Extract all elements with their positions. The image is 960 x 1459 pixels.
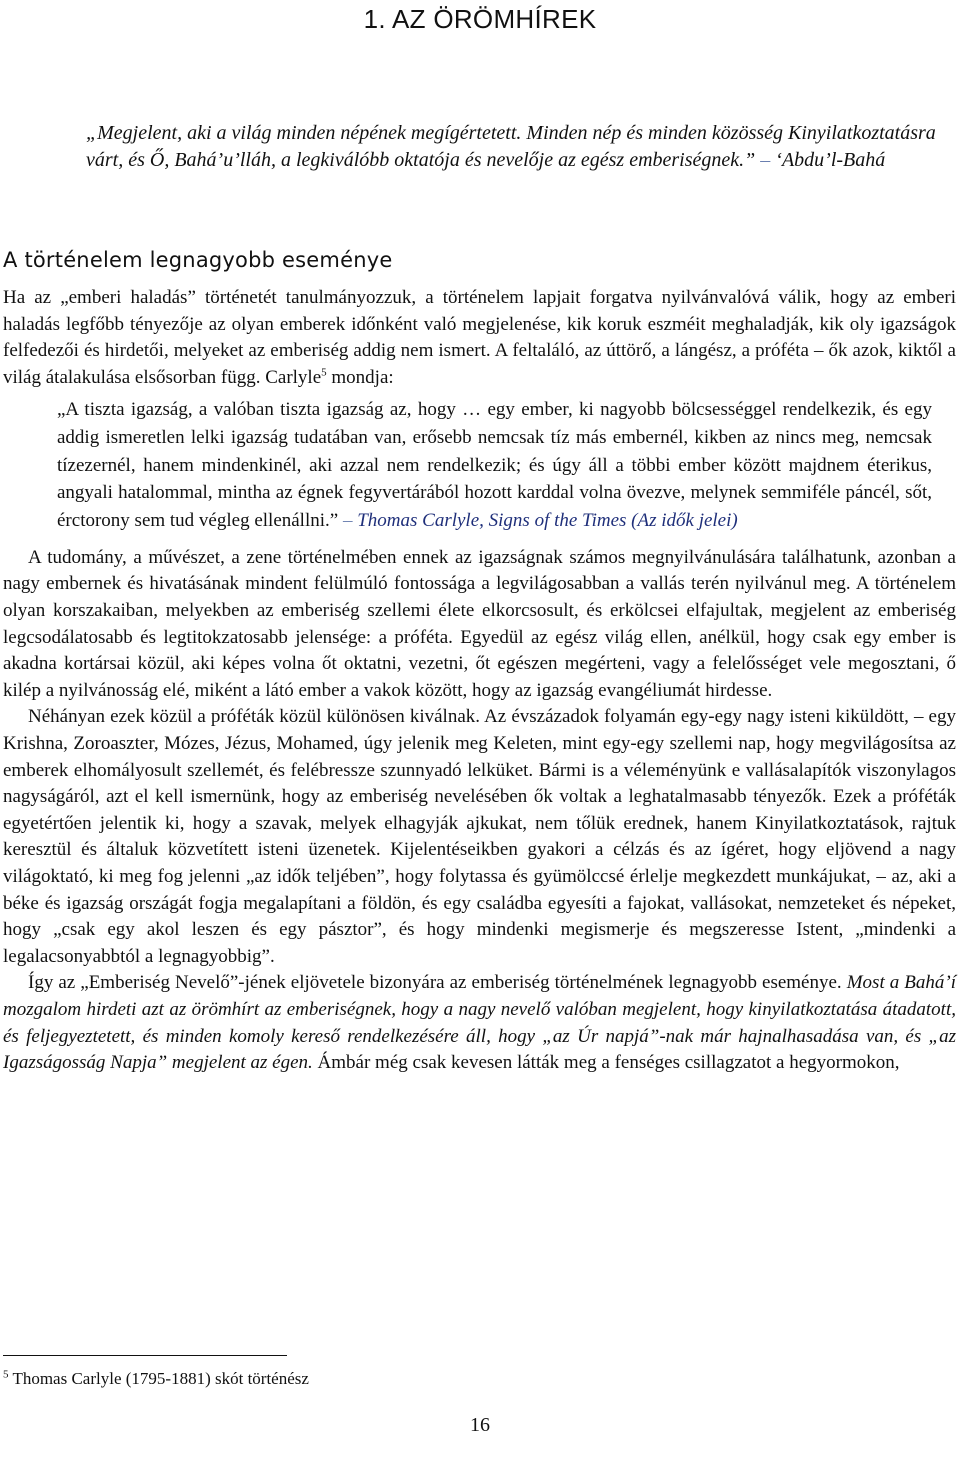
epigraph-author: ‘Abdu’l-Bahá bbox=[775, 149, 886, 171]
paragraph-4-start: Így az „Emberiség Nevelő”-jének eljövetele bizonyára az emberiség történelmének legnagyobb eseménye. bbox=[28, 972, 847, 994]
body-text bbox=[3, 285, 956, 1077]
paragraph-1 bbox=[3, 285, 956, 391]
section-heading: A történelem legnagyobb eseménye bbox=[3, 248, 393, 272]
block-quote bbox=[57, 391, 932, 535]
epigraph-text: „Megjelent, aki a világ minden népének megígértetett. Minden nép és minden közösség Kinyilatkoztatásra várt, és Ő, Bahá’u’lláh, a legkiválóbb oktatója és nevelője az egész emberiségnek.” bbox=[86, 122, 936, 171]
quote-source: Thomas Carlyle, Signs of the Times (Az idők jelei) bbox=[357, 510, 738, 532]
page-number: 16 bbox=[470, 1414, 490, 1436]
paragraph-4-italic: Most a Bahá’í mozgalom hirdeti azt az örömhírt az emberiségnek, hogy a nagy nevelő valóban megjelent, hogy kinyilatkoztatása átadatott, és feljegyeztetett, és minden komoly kereső rendelkezésére áll, hogy „az Úr napjá”-nak már hajnalhasadása van, és „az Igazságosság Napja” megjelent az égen. bbox=[3, 972, 957, 1074]
quote-text: „A tiszta igazság, a valóban tiszta igazság az, hogy … egy ember, ki nagyobb bölcsességgel rendelkezik, és egy addig ismeretlen lelki igazság tudatában van, erősebb nemcsak tíz más embernél, kikben az nincs meg, nemcsak tízezernél, hanem mindenkinél, aki azzal nem rendelkezik; és úgy áll a többi ember között majdnem éterikus, angyali hatalommal, mintha az égnek fegyvertárából hozott karddal volna övezve, melynek semmiféle páncél, sőt, érctorony sem tud végleg ellenállni.” bbox=[57, 399, 932, 532]
footnote-text: Thomas Carlyle (1795-1881) skót történész bbox=[8, 1369, 309, 1388]
chapter-title: 1. AZ ÖRÖMHÍREK bbox=[363, 4, 597, 34]
paragraph-2: A tudomány, a művészet, a zene történelmében ennek az igazságnak számos megnyilvánulására találhatunk, azonban a nagy embernek és hivatásának mindent felülmúló fontossága a legvilágosabban a vallás terén nyilvánul meg. A történelem olyan korszakaiban, melyekben az emberiség szellemi élete elkorcsosult, és erkölcsei elfajultak, megjelent az emberiség legcsodálatosabb és legtitokzatosabb jelensége: a próféta. Egyedül az egész világ ellen, anélkül, hogy csak egy ember is akadna kortársai közül, aki képes volna őt oktatni, vezetni, őt egészen megérteni, vagy a felelősséget vele megosztani, ő kilép a nyilvánosság elé, miként a látó ember a vakok között, hogy az igazság evangéliumát hirdesse. bbox=[3, 546, 956, 701]
epigraph-dash: – bbox=[755, 149, 776, 171]
epigraph bbox=[86, 120, 936, 174]
paragraph-3: Néhányan ezek közül a próféták közül különösen kiválnak. Az évszázadok folyamán egy-egy nagy isteni kiküldött, – egy Krishna, Zoroaszter, Mózes, Jézus, Mohamed, úgy jelenik meg Keleten, mint egy-egy szellemi nap, hogy megvilágosítsa az emberek elhomályosult szellemét, és felébressze szunnyadó lelküket. Bármi is a véleményünk e vallásalapítók viszonylagos nagyságáról, azt el kell ismernünk, hogy az emberiség nevelésében ők voltak a leghatalmasabb tényezők. Ezek a próféták egyetértően jelentik ki, hogy a szavak, melyek elhagyják ajkukat, nem tőlük erednek, hanem Kinyilatkoztatások, rajtuk keresztül és általuk közvetített isteni üzenetek. Kijelentéseikben gyakori a célzás és az ígéret, hogy eljövend a nagy világoktató, ki meg fog jelenni „az idők teljében”, hogy folytassa és gyümölccsé érlelje megkezdett munkájukat, – az, aki a béke és igazság országát fogja megalapítani a földön, és egy családba egyesíti a fajokat, vallásokat, nemzeteket és népeket, hogy „csak egy akol leszen és egy pásztor”, és hogy mindenki megismerje és megszeresse Istent, „mindenki a legalacsonyabbtól a legnagyobbig”. bbox=[3, 706, 956, 967]
paragraph-1-text: Ha az „emberi haladás” történetét tanulmányozzuk, a történelem lapjait forgatva nyilvánvalóvá válik, hogy az emberi haladás legfőbb tényezője az olyan emberek időnként való megjelenése, kik koruk eszméit meghaladják, kik oly igazságok felfedezői és hirdetői, melyeket az emberiség addig nem ismert. A feltaláló, az úttörő, a lángész, a próféta – ők azok, kiktől a világ átalakulása elsősorban függ. Carlyle bbox=[3, 287, 956, 388]
footnote-reference: 5 bbox=[321, 366, 327, 379]
footnote bbox=[3, 1368, 309, 1390]
paragraph-4 bbox=[3, 970, 956, 1076]
quote-dash: – bbox=[338, 510, 358, 532]
paragraph-4-end: Ámbár még csak kevesen látták meg a fenséges csillagzatot a hegyormokon, bbox=[312, 1052, 900, 1074]
footnote-divider bbox=[3, 1355, 287, 1356]
paragraph-1-tail: mondja: bbox=[326, 366, 394, 388]
footnote-number: 5 bbox=[3, 1368, 9, 1381]
